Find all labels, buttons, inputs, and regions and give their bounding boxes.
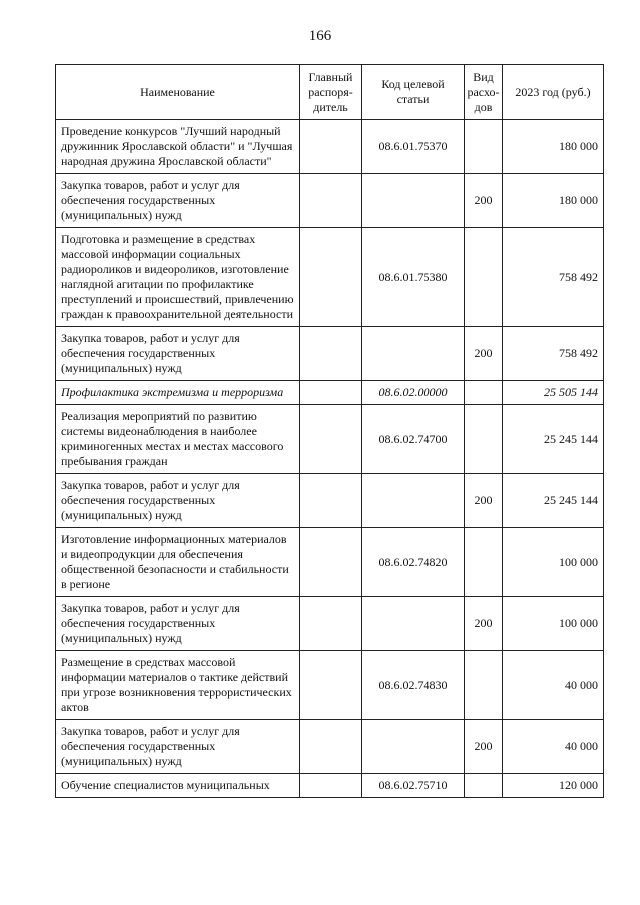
cell-name: Реализация мероприятий по развитию системы видеонаблюдения в наиболее криминогенных местах и местах массового пребывания граждан	[56, 405, 300, 474]
page-number: 166	[308, 28, 332, 44]
cell-name: Закупка товаров, работ и услуг для обеспечения государственных (муниципальных) нужд	[56, 474, 300, 528]
header-type: Вид расхо-дов	[465, 65, 503, 120]
cell-amount: 100 000	[503, 597, 604, 651]
table-header-row	[56, 65, 604, 120]
table-row	[56, 174, 604, 228]
table-row	[56, 228, 604, 327]
cell-type: 200	[465, 720, 503, 774]
cell-admin	[300, 597, 362, 651]
table-row	[56, 597, 604, 651]
cell-code: 08.6.01.75380	[362, 228, 465, 327]
cell-code	[362, 327, 465, 381]
cell-name: Изготовление информационных материалов и видеопродукции для обеспечения общественной безопасности и стабильности в регионе	[56, 528, 300, 597]
cell-admin	[300, 174, 362, 228]
cell-code: 08.6.02.74820	[362, 528, 465, 597]
table-row	[56, 528, 604, 597]
cell-type: 200	[465, 327, 503, 381]
cell-code	[362, 720, 465, 774]
cell-code: 08.6.01.75370	[362, 120, 465, 174]
cell-amount: 180 000	[503, 120, 604, 174]
cell-type	[465, 528, 503, 597]
cell-name: Закупка товаров, работ и услуг для обеспечения государственных (муниципальных) нужд	[56, 720, 300, 774]
table-row	[56, 381, 604, 405]
cell-name: Профилактика экстремизма и терроризма	[56, 381, 300, 405]
header-name: Наименование	[56, 65, 300, 120]
cell-admin	[300, 528, 362, 597]
table-row	[56, 474, 604, 528]
cell-amount: 758 492	[503, 327, 604, 381]
header-code: Код целевой статьи	[362, 65, 465, 120]
cell-amount: 40 000	[503, 651, 604, 720]
cell-amount: 100 000	[503, 528, 604, 597]
table-body	[56, 120, 604, 798]
cell-type	[465, 381, 503, 405]
cell-amount: 180 000	[503, 174, 604, 228]
cell-type	[465, 651, 503, 720]
cell-code	[362, 174, 465, 228]
budget-table	[55, 64, 604, 798]
cell-type: 200	[465, 474, 503, 528]
cell-type	[465, 405, 503, 474]
table-row	[56, 120, 604, 174]
table-row	[56, 720, 604, 774]
cell-type	[465, 774, 503, 798]
cell-amount: 758 492	[503, 228, 604, 327]
cell-admin	[300, 720, 362, 774]
cell-type	[465, 120, 503, 174]
cell-code	[362, 597, 465, 651]
cell-amount: 120 000	[503, 774, 604, 798]
cell-type: 200	[465, 174, 503, 228]
cell-code	[362, 474, 465, 528]
cell-amount: 25 505 144	[503, 381, 604, 405]
cell-name: Закупка товаров, работ и услуг для обеспечения государственных (муниципальных) нужд	[56, 597, 300, 651]
cell-name: Обучение специалистов муниципальных	[56, 774, 300, 798]
cell-code: 08.6.02.00000	[362, 381, 465, 405]
cell-admin	[300, 120, 362, 174]
cell-type: 200	[465, 597, 503, 651]
cell-admin	[300, 327, 362, 381]
cell-admin	[300, 405, 362, 474]
cell-admin	[300, 774, 362, 798]
cell-amount: 40 000	[503, 720, 604, 774]
table-row	[56, 651, 604, 720]
cell-code: 08.6.02.74700	[362, 405, 465, 474]
cell-code: 08.6.02.74830	[362, 651, 465, 720]
cell-admin	[300, 381, 362, 405]
cell-admin	[300, 651, 362, 720]
cell-name: Закупка товаров, работ и услуг для обеспечения государственных (муниципальных) нужд	[56, 327, 300, 381]
table-row	[56, 774, 604, 798]
table-row	[56, 405, 604, 474]
cell-admin	[300, 228, 362, 327]
table-row	[56, 327, 604, 381]
cell-admin	[300, 474, 362, 528]
cell-amount: 25 245 144	[503, 474, 604, 528]
cell-name: Проведение конкурсов "Лучший народный дружинник Ярославской области" и "Лучшая народная дружина Ярославской области"	[56, 120, 300, 174]
cell-name: Размещение в средствах массовой информации материалов о тактике действий при угрозе возникновения террористических актов	[56, 651, 300, 720]
header-admin: Главный распоря-дитель	[300, 65, 362, 120]
cell-name: Закупка товаров, работ и услуг для обеспечения государственных (муниципальных) нужд	[56, 174, 300, 228]
cell-code: 08.6.02.75710	[362, 774, 465, 798]
header-amount: 2023 год (руб.)	[503, 65, 604, 120]
cell-amount: 25 245 144	[503, 405, 604, 474]
cell-name: Подготовка и размещение в средствах массовой информации социальных радиороликов и видеороликов, изготовление наглядной агитации по профилактике преступлений и происшествий, привлечению граждан к правоохранительной деятельности	[56, 228, 300, 327]
cell-type	[465, 228, 503, 327]
